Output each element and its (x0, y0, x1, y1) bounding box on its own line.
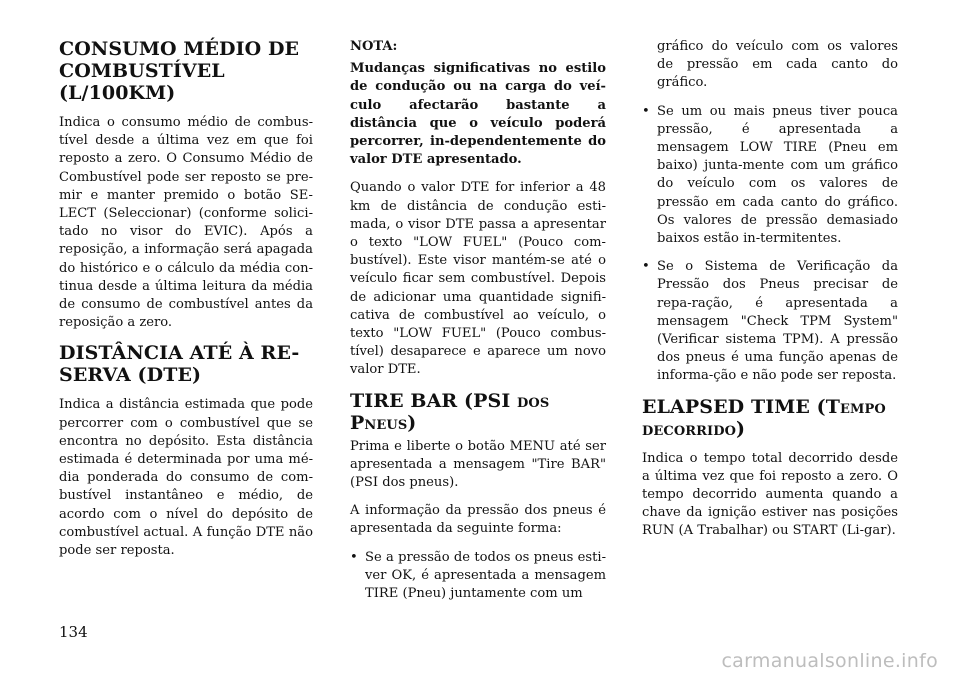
list-item: • Se a pressão de todos os pneus esti-ver OK, é apresentada a mensagem TIRE (Pneu) juntamente com um (350, 549, 606, 602)
list-item: • Se o Sistema de Verificação da Pressão dos Pneus precisar de repa-ração, é apresentada a mensagem "Check TPM System" (Verificar sistema TPM). A pressão dos pneus é uma função apenas de informa-ção e não pode ser reposta. (642, 259, 898, 384)
bullet-icon: • (642, 103, 650, 119)
paragraph-tire-bar-menu: Prima e liberte o botão MENU até ser apresentada a mensagem "Tire BAR" (PSI dos pneus). (350, 438, 606, 491)
column-right (642, 38, 898, 551)
paragraph-distance-to-empty: Indica a distância estimada que pode percorrer com o combustível que se encontra no depósito. Esta distância estimada é determinada por uma mé-dia ponderada do consumo de com-bustível instantâneo e médio, de acordo com o nível do depósito de combustível actual. A função DTE não pode ser reposta. (59, 397, 313, 559)
page-number: 134 (59, 623, 88, 641)
list-item: gráfico do veículo com os valores de pressão em cada canto do gráfico. (657, 39, 898, 91)
heading-tire-bar: TIRE BAR (PSI dos Pneus) (350, 389, 550, 434)
heading-distance-to-empty: DISTÂNCIA ATÉ À RE-SERVA (DTE) (59, 342, 300, 387)
note-label: NOTA: (350, 39, 398, 54)
heading-average-fuel-consumption: CONSUMO MÉDIO DE COMBUSTÍVEL (L/100KM) (59, 38, 300, 104)
column-left (59, 38, 313, 570)
bullet-icon: • (642, 259, 650, 275)
note-text: Mudanças significativas no estilo de condução ou na carga do veí-culo afectarão bastante a distância que o veículo poderá percorrer, in-dependentemente do valor DTE apresentado. (350, 61, 606, 168)
bullet-list-tire-continued (642, 38, 898, 386)
paragraph-tire-pressure-info: A informação da pressão dos pneus é apresentada da seguinte forma: (350, 503, 606, 537)
watermark-text: carmanualsonline.info (721, 650, 938, 672)
bullet-icon: • (350, 549, 358, 565)
paragraph-average-fuel-consumption: Indica o consumo médio de combus-tível desde a última vez em que foi reposto a zero. O Consumo Médio de Combustível pode ser reposto se pre-mir e manter premido o botão SE-LECT (Seleccionar) (conforme solici-tado no visor do EVIC). Após a reposição, a informação será apagada do histórico e o cálculo da média con-tinua desde a última leitura da média de consumo de combustível antes da reposição a zero. (59, 115, 313, 331)
column-middle (350, 38, 606, 613)
paragraph-low-fuel: Quando o valor DTE for inferior a 48 km de distância de condução esti-mada, o visor DTE passa a apresentar o texto "LOW FUEL" (Pouco com-bustível). Este visor mantém-se até o veículo ficar sem combustível. Depois de adicionar uma quantidade signifi-cativa de combustível ao veículo, o texto "LOW FUEL" (Pouco combus-tível) desaparece e aparece um novo valor DTE. (350, 180, 606, 378)
list-item: • Se um ou mais pneus tiver pouca pressão, é apresentada a mensagem LOW TIRE (Pneu em baixo) junta-mente com um gráfico do veículo com os valores de pressão em cada canto do gráfico. Os valores de pressão demasiado baixos estão in-termitentes. (642, 103, 898, 247)
heading-elapsed-time: ELAPSED TIME (Tempo decorrido) (642, 395, 886, 440)
bullet-list-tire (350, 549, 606, 604)
paragraph-elapsed-time: Indica o tempo total decorrido desde a última vez que foi reposto a zero. O tempo decorrido aumenta quando a chave da ignição estiver nas posições RUN (A Trabalhar) ou START (Li-gar). (642, 450, 898, 539)
